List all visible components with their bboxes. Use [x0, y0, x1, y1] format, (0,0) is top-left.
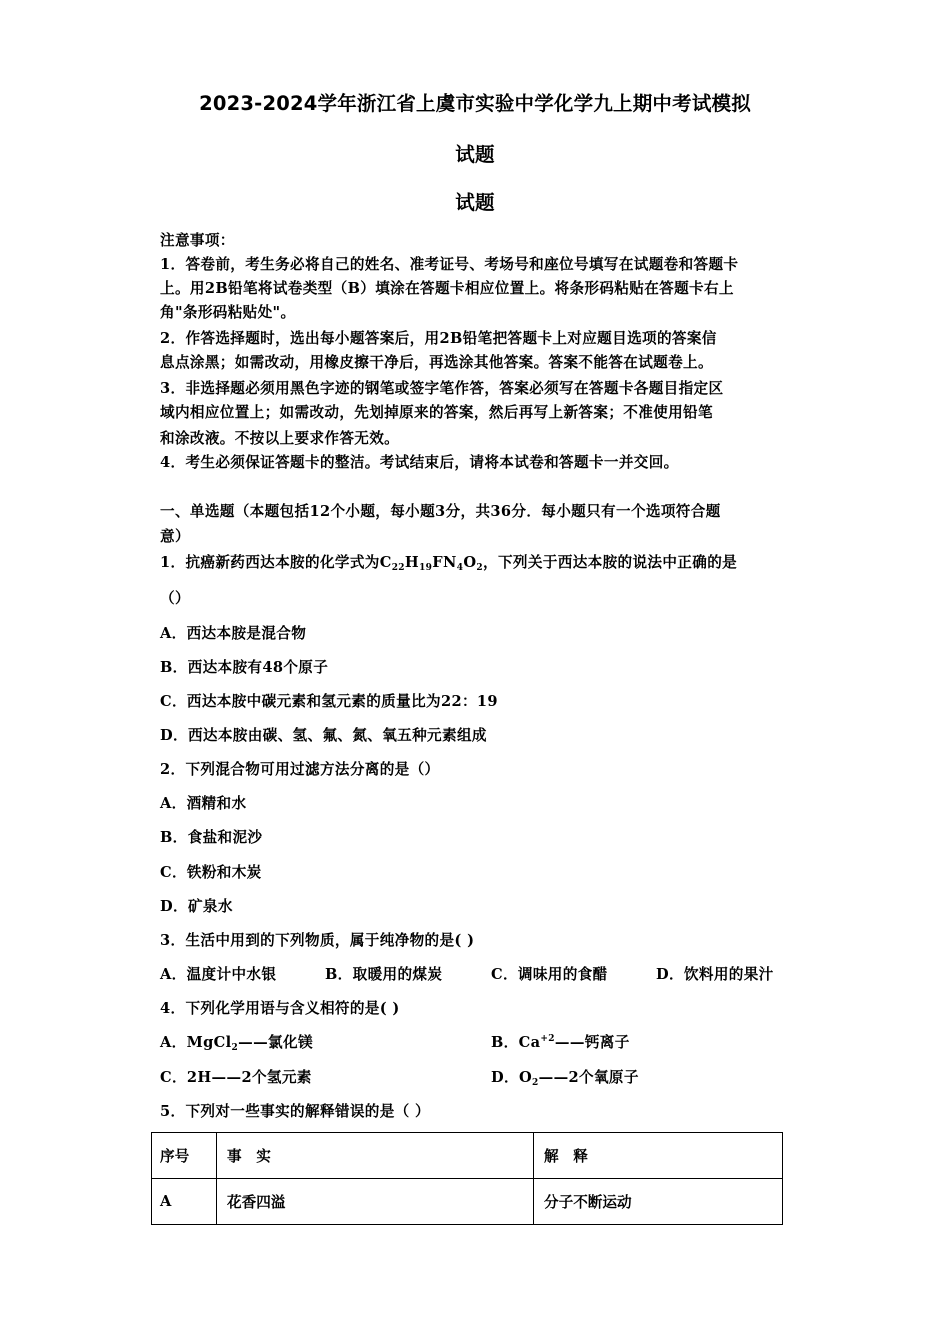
question-4-option-b: B．$Ca^{+2}——$钙离子 [491, 1034, 630, 1051]
notice-1-line-2: 上。用2B铅笔将试卷类型（B）填涂在答题卡相应位置上。将条形码粘贴在答题卡右上 [160, 280, 734, 297]
table-header-cell: 事 实 [217, 1133, 534, 1179]
question-4-option-d: D．$O_2——2$个氧原子 [491, 1069, 639, 1088]
table-header-row [152, 1133, 783, 1179]
question-3-option-d: D．饮料用的果汁 [656, 966, 774, 983]
notice-1-line-1: 1．答卷前，考生务必将自己的姓名、准考证号、考场号和座位号填写在试题卷和答题卡 [160, 256, 739, 273]
notice-1-line-3: 角"条形码粘贴处"。 [160, 304, 296, 321]
question-1-option-d: D．西达本胺由碳、氢、氟、氮、氧五种元素组成 [160, 727, 487, 744]
question-4-option-a: A．MgCl$_2$——氯化镁 [160, 1034, 313, 1053]
question-1-blank: （） [160, 590, 190, 607]
question-3-option-c: C．调味用的食醋 [491, 966, 608, 983]
exam-title: 2023-2024学年浙江省上虞市实验中学化学九上期中考试模拟 [199, 92, 751, 115]
notice-4-line-1: 4．考生必须保证答题卡的整洁。考试结束后，请将本试卷和答题卡一并交回。 [160, 454, 679, 471]
table-cell: 分子不断运动 [534, 1179, 783, 1225]
question-5-stem: 5．下列对一些事实的解释错误的是（ ） [160, 1103, 430, 1120]
table-header-cell: 解 释 [534, 1133, 783, 1179]
notice-2-line-1: 2．作答选择题时，选出每小题答案后，用2B铅笔把答题卡上对应题目选项的答案信 [160, 330, 717, 347]
question-1-option-c: C．西达本胺中碳元素和氢元素的质量比为22：19 [160, 693, 498, 710]
question-1-option-b: B．西达本胺有48个原子 [160, 659, 329, 676]
notice-3-line-1: 3．非选择题必须用黑色字迹的钢笔或签字笔作答，答案必须写在答题卡各题目指定区 [160, 380, 724, 397]
notice-3-line-2: 域内相应位置上；如需改动，先划掉原来的答案，然后再写上新答案；不准使用铅笔 [160, 404, 713, 421]
question-1-option-a: A．西达本胺是混合物 [160, 625, 307, 642]
question-3-option-b: B．取暖用的煤炭 [325, 966, 443, 983]
section-heading: 一、单选题（本题包括12个小题，每小题3分，共36分．每小题只有一个选项符合题 [160, 503, 721, 520]
question-2-stem: 2．下列混合物可用过滤方法分离的是（） [160, 761, 440, 778]
question-4-stem: 4．下列化学用语与含义相符的是( ) [160, 1000, 400, 1017]
table-header-cell: 序号 [152, 1133, 217, 1179]
question-3-option-a: A．温度计中水银 [160, 966, 277, 983]
table-row [152, 1179, 783, 1225]
question-1-stem: 1．抗癌新药西达本胺的化学式为$C_{22}H_{19}FN_4O_2$，下列关于西达本胺的说法中正确的是 [160, 554, 738, 573]
question-2-option-c: C．铁粉和木炭 [160, 864, 262, 881]
notice-2-line-2: 息点涂黑；如需改动，用橡皮擦干净后，再选涂其他答案。答案不能答在试题卷上。 [160, 354, 713, 371]
question-4-option-c: C．2H——2个氢元素 [160, 1069, 312, 1086]
section-heading-continued: 意） [160, 528, 190, 545]
question-2-option-a: A．酒精和水 [160, 795, 247, 812]
question-2-option-d: D．矿泉水 [160, 898, 233, 915]
exam-title-continued: 试题 [455, 143, 495, 166]
notice-3-line-3: 和涂改液。不按以上要求作答无效。 [160, 430, 400, 447]
exam-subtitle: 试题 [455, 191, 495, 214]
question-3-stem: 3．生活中用到的下列物质，属于纯净物的是( ) [160, 932, 475, 949]
table-cell: 花香四溢 [217, 1179, 534, 1225]
table-cell: A [152, 1179, 217, 1225]
question-5-table [151, 1132, 783, 1225]
question-2-option-b: B．食盐和泥沙 [160, 829, 263, 846]
notice-heading: 注意事项： [160, 232, 235, 249]
